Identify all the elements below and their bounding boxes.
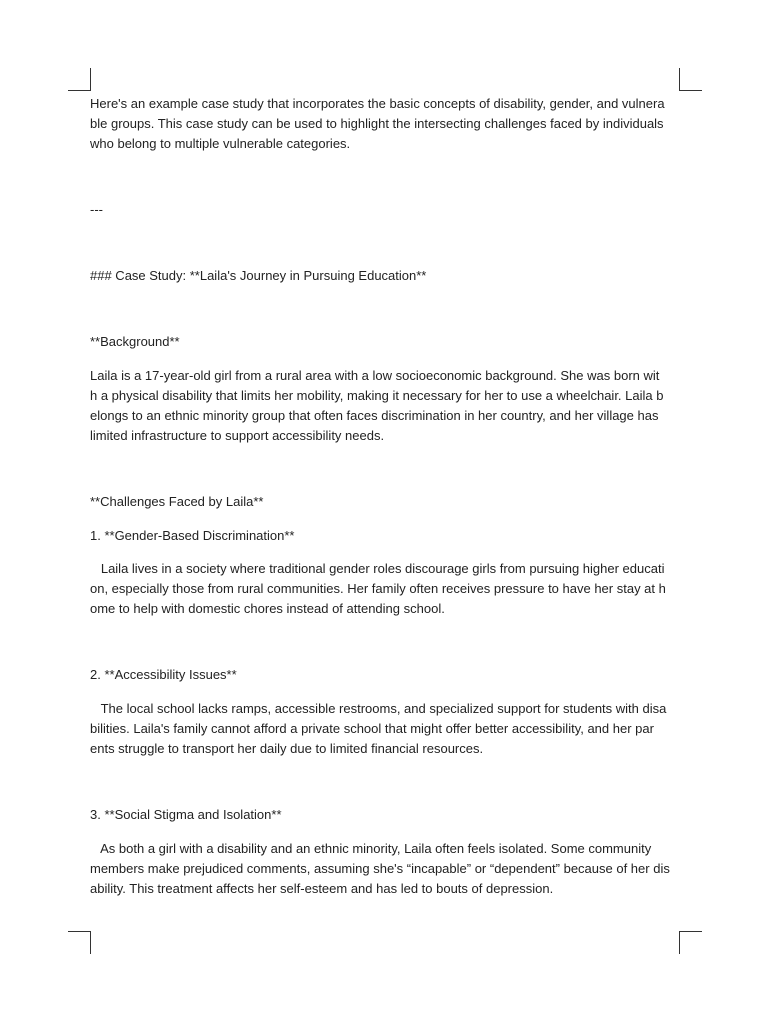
page-corner-bottom-left — [68, 931, 91, 954]
intro-line: ble groups. This case study can be used to highlight the intersecting challenges faced by individuals — [90, 116, 664, 131]
challenge-2-title: 2. **Accessibility Issues** — [90, 667, 237, 682]
challenges-heading: **Challenges Faced by Laila** — [90, 494, 264, 509]
page-corner-bottom-right — [679, 931, 702, 954]
challenge-1-line: on, especially those from rural communities. Her family often receives pressure to have her stay at h — [90, 581, 666, 596]
challenge-2-line: ents struggle to transport her daily due to limited financial resources. — [90, 741, 484, 756]
challenge-3-line: members make prejudiced comments, assuming she's “incapable” or “dependent” because of her dis — [90, 861, 670, 876]
challenge-3-line: As both a girl with a disability and an ethnic minority, Laila often feels isolated. Some community — [90, 841, 652, 856]
challenge-1-title: 1. **Gender-Based Discrimination** — [90, 528, 295, 543]
background-line: Laila is a 17-year-old girl from a rural area with a low socioeconomic background. She was born wit — [90, 368, 660, 383]
separator: --- — [90, 202, 103, 217]
case-study-heading: ### Case Study: **Laila's Journey in Pursuing Education** — [90, 268, 427, 283]
challenge-2-line: The local school lacks ramps, accessible restrooms, and specialized support for students with disa — [90, 701, 667, 716]
challenge-1-line: Laila lives in a society where traditional gender roles discourage girls from pursuing higher educati — [90, 561, 665, 576]
background-heading: **Background** — [90, 334, 180, 349]
background-line: limited infrastructure to support accessibility needs. — [90, 428, 385, 443]
challenge-2-line: bilities. Laila's family cannot afford a private school that might offer better accessibility, and her par — [90, 721, 654, 736]
challenge-3-title: 3. **Social Stigma and Isolation** — [90, 807, 282, 822]
intro-line: who belong to multiple vulnerable categories. — [90, 136, 351, 151]
challenge-1-line: ome to help with domestic chores instead of attending school. — [90, 601, 445, 616]
page-corner-top-left — [68, 68, 91, 91]
background-line: elongs to an ethnic minority group that often faces discrimination in her country, and her village has — [90, 408, 659, 423]
background-line: h a physical disability that limits her mobility, making it necessary for her to use a wheelchair. Laila b — [90, 388, 664, 403]
challenge-3-line: ability. This treatment affects her self-esteem and has led to bouts of depression. — [90, 881, 554, 896]
intro-line: Here's an example case study that incorporates the basic concepts of disability, gender, and vulnera — [90, 96, 665, 111]
page-corner-top-right — [679, 68, 702, 91]
